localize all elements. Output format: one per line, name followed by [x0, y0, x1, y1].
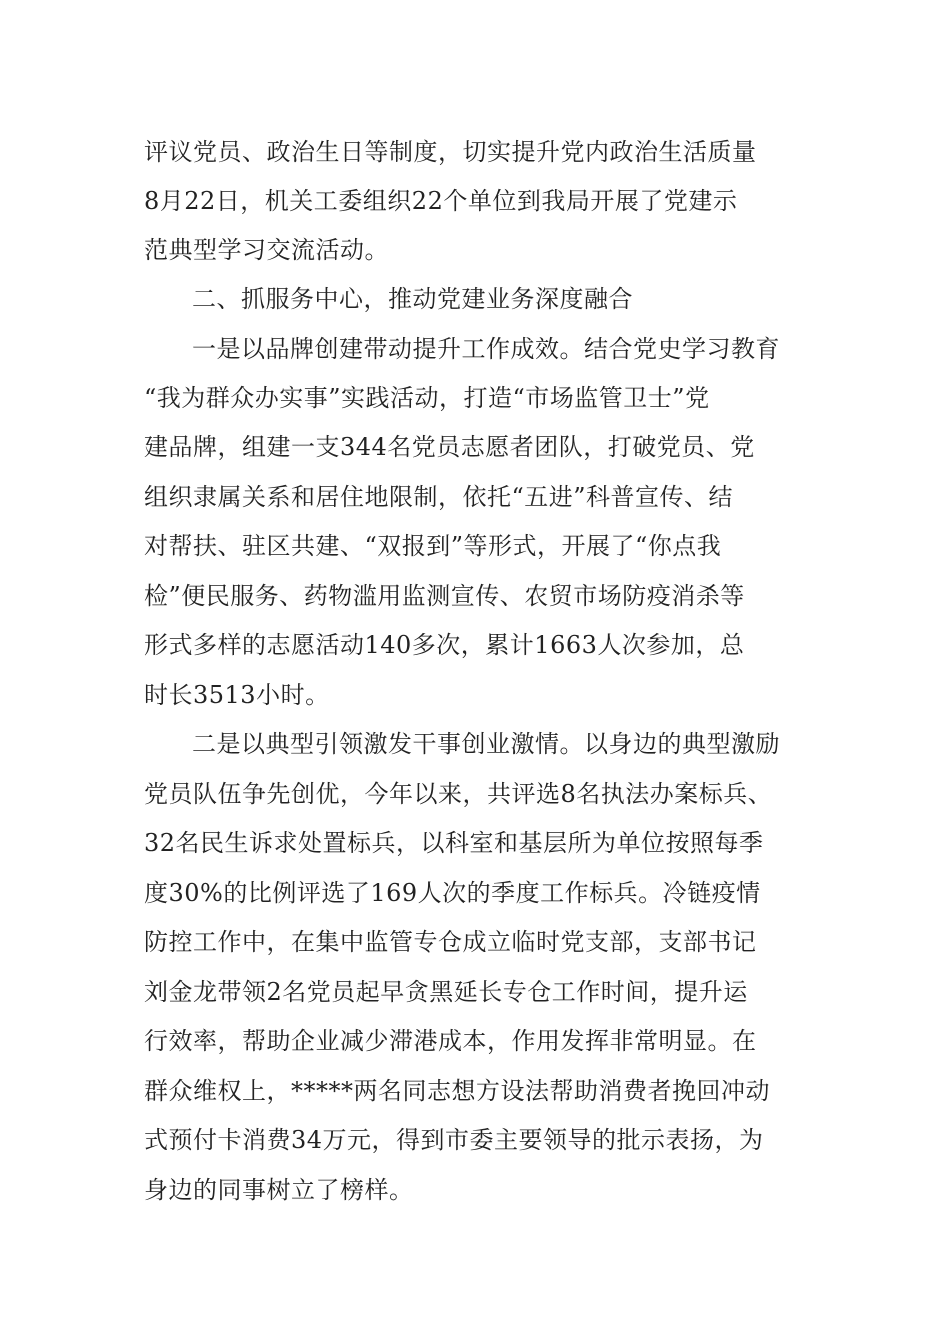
text-line: 对帮扶、驻区共建、“双报到”等形式，开展了“你点我 — [144, 532, 722, 560]
text-line: 8月22日，机关工委组织22个单位到我局开展了党建示 — [144, 187, 738, 215]
text-line: 刘金龙带领2名党员起早贪黑延长专仓工作时间，提升运 — [144, 978, 748, 1006]
text-line: 群众维权上，*****两名同志想方设法帮助消费者挽回冲动 — [144, 1077, 770, 1105]
text-line: 评议党员、政治生日等制度，切实提升党内政治生活质量 — [144, 138, 757, 166]
text-line: “我为群众办实事”实践活动，打造“市场监管卫士”党 — [144, 384, 710, 412]
section-heading: 二、抓服务中心，推动党建业务深度融合 — [192, 285, 633, 313]
text-line: 范典型学习交流活动。 — [144, 236, 389, 264]
paragraph-first-line: 一是以品牌创建带动提升工作成效。结合党史学习教育 — [192, 335, 780, 363]
text-line: 检”便民服务、药物滥用监测宣传、农贸市场防疫消杀等 — [144, 582, 745, 610]
paragraph-first-line: 二是以典型引领激发干事创业激情。以身边的典型激励 — [192, 730, 780, 758]
text-line: 时长3513小时。 — [144, 681, 330, 709]
text-line: 形式多样的志愿活动140多次，累计1663人次参加，总 — [144, 631, 745, 659]
text-line: 式预付卡消费34万元，得到市委主要领导的批示表扬，为 — [144, 1126, 764, 1154]
text-line: 32名民生诉求处置标兵，以科室和基层所为单位按照每季 — [144, 829, 764, 857]
text-line: 防控工作中，在集中监管专仓成立临时党支部，支部书记 — [144, 928, 757, 956]
text-line: 建品牌，组建一支344名党员志愿者团队，打破党员、党 — [144, 433, 755, 461]
text-line: 身边的同事树立了榜样。 — [144, 1176, 414, 1204]
text-line: 度30%的比例评选了169人次的季度工作标兵。冷链疫情 — [144, 879, 761, 907]
text-line: 党员队伍争先创优，今年以来，共评选8名执法办案标兵、 — [144, 780, 773, 808]
text-line: 行效率，帮助企业减少滞港成本，作用发挥非常明显。在 — [144, 1027, 757, 1055]
text-line: 组织隶属关系和居住地限制，依托“五进”科普宣传、结 — [144, 483, 734, 511]
